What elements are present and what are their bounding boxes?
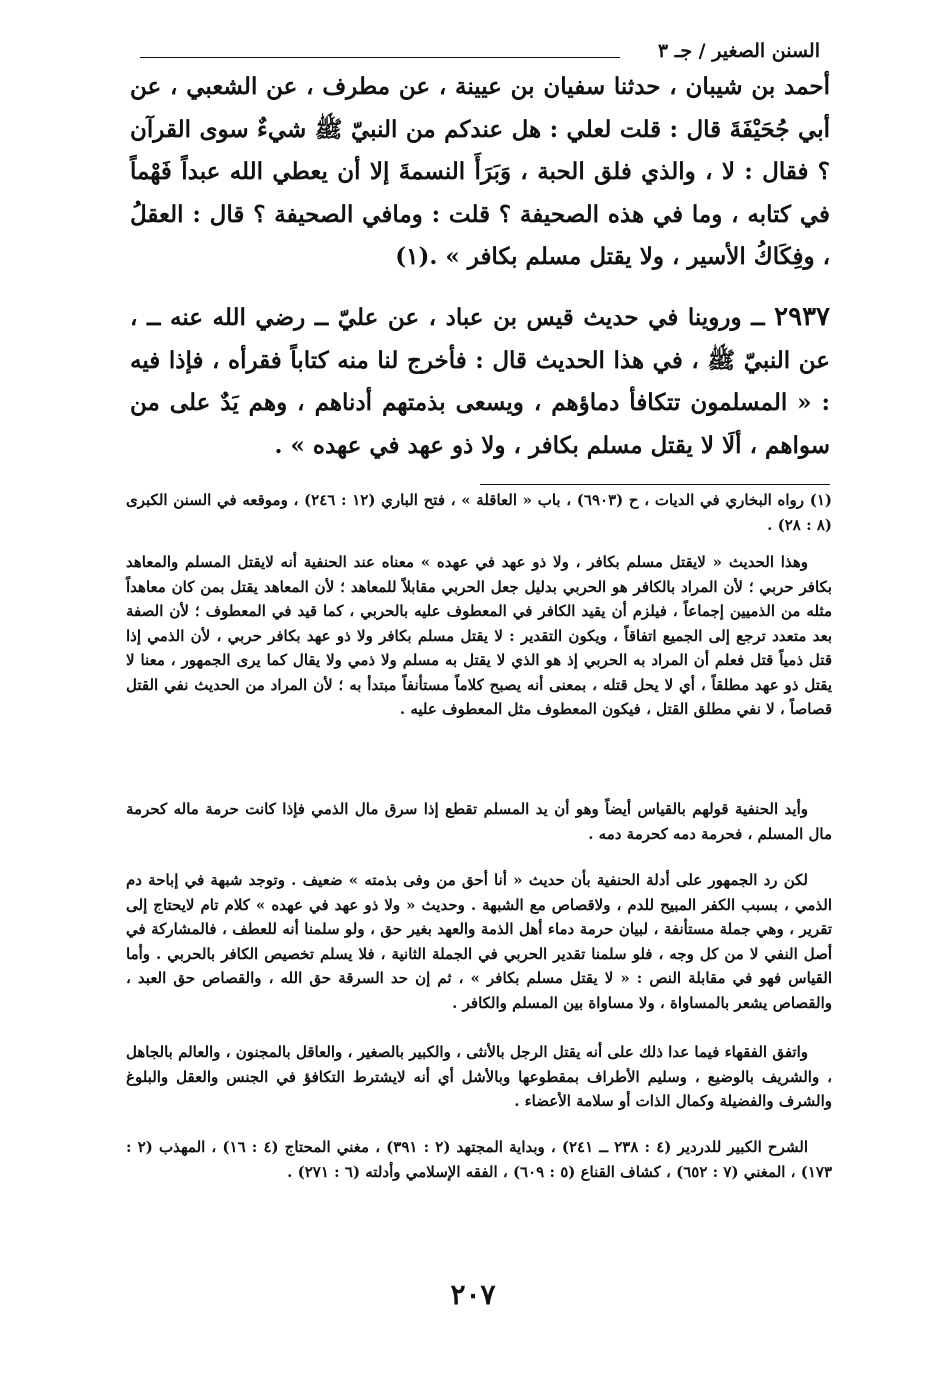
footnote-paragraph: وهذا الحديث « لايقتل مسلم بكافر ، ولا ذو عهد في عهده » معناه عند الحنفية أنه لايقتل المسلم والمعاهد بكافر حربي ؛ لأن المراد بالكافر هو الحربي بدليل جعل الحربي مقابلاً للمعاهد ؛ لأن المعاهد يقتل بمن كان معاهداً مثله من الذميين إجماعاً ، فيلزم أن يقيد الكافر في المعطوف عليه بالحربي ، كما قيد في المعطوف ؛ لأن الصفة بعد متعدد ترجع إلى الجميع اتفاقاً ، ويكون التقدير : لا يقتل مسلم بكافر ولا ذو عهد بكافر حربي ، لأن الذمي إذا قتل ذمياً قتل فعلم أن المراد به الحربي إذ هو الذي لا يقتل به مسلم ولا ذمي ولا يقال كما يرى الجمهور ، معنا لا يقتل ذو عهد مطلقاً ، أي لا يحل قتله ، بمعنى أنه يصبح كلاماً مستأنفاً مبتدأ به ؛ لأن المراد من الحديث نفي القتل قصاصاً ، لا نفي مطلق القتل ، فيكون المعطوف مثل المعطوف عليه . <box>126 553 832 718</box>
footnote-paragraph: الشرح الكبير للدردير (٤ : ٢٣٨ ــ ٢٤١) ، وبداية المجتهد (٢ : ٣٩١) ، مغني المحتاج (٤ : ١٦) ، المهذب (٢ : ١٧٣) ، المغني (٧ : ٦٥٢) ، كشاف القناع (٥ : ٦٠٩) ، الفقه الإسلامي وأدلته (٦ : ٢٧١) . <box>126 1138 832 1181</box>
footnote-commentary-agreement <box>126 1040 832 1114</box>
hadith-body: ــ وروينا في حديث قيس بن عباد ، عن عليّ ــ رضي الله عنه ــ ، عن النبيّ ﷺ ، في هذا الحديث قال : فأخرج لنا منه كتاباً فقرأه ، فإذا فيه : « المسلمون تتكافأ دماؤهم ، ويسعى بذمتهم أدناهم ، وهم يَدٌ على من سواهم ، ألَا لا يقتل مسلم بكافر ، ولا ذو عهد في عهده » . <box>130 304 830 459</box>
footnote-commentary-qiyas <box>126 797 832 846</box>
footnote-commentary-hanafi <box>126 550 832 722</box>
footnote-references <box>126 1135 832 1184</box>
footnote-paragraph: لكن رد الجمهور على أدلة الحنفية بأن حديث « أنا أحق من وفى بذمته » ضعيف . وتوجد شبهة في إباحة دم الذمي ، بسبب الكفر المبيح للدم ، ولاقصاص مع الشبهة . وحديث « ولا ذو عهد في عهده » كلام تام لايحتاج إلى تقرير ، وهي جملة مستأنفة ، لبيان حرمة دماء أهل الذمة والعهد بغير حق ، ولو سلمنا أنه للعطف ، فالمشاركة في أصل النفي لا من كل وجه ، فلو سلمنا تقدير الحربي في الجملة الثانية ، فلا يسلم تخصيص الكافر بالحربي . وأما القياس فهو في مقابلة النص : « لا يقتل مسلم بكافر » ، ثم إن حد السرقة حق الله ، والقصاص حق العبد ، والقصاص يشعر بالمساواة ، ولا مساواة بين المسلم والكافر . <box>126 871 832 1012</box>
hadith-text-continued: أحمد بن شيبان ، حدثنا سفيان بن عيينة ، عن مطرف ، عن الشعبي ، عن أبي جُحَيْفَةَ قال : قلت لعلي : هل عندكم من النبيّ ﷺ شيءٌ سوى القرآن ؟ فقال : لا ، والذي فلق الحبة ، وَبَرَأَ النسمةَ إلا أن يعطي الله عبداً فَهْماً في كتابه ، وما في هذه الصحيفة ؟ قلت : ومافي الصحيفة ؟ قال : العقلُ ، وفِكَاكُ الأسير ، ولا يقتل مسلم بكافر » .(١) <box>130 73 830 271</box>
footnote-source: (١) رواه البخاري في الديات ، ح (٦٩٠٣) ، باب « العاقلة » ، فتح الباري (١٢ : ٢٤٦) ، وموقعه في السنن الكبرى (٨ : ٢٨) . <box>126 491 832 534</box>
main-paragraph-2 <box>130 296 830 467</box>
page-number: ٢٠٧ <box>450 1278 496 1311</box>
footnote-separator <box>480 484 830 485</box>
header-title: السنن الصغير / جـ ٣ <box>657 40 820 62</box>
header-rule <box>140 57 620 58</box>
hadith-number: ٢٩٣٧ <box>774 302 831 332</box>
footnote-paragraph: وأيد الحنفية قولهم بالقياس أيضاً وهو أن يد المسلم تقطع إذا سرق مال الذمي فإذا كانت حرمة ماله كحرمة مال المسلم ، فحرمة دمه كحرمة دمه . <box>126 800 832 843</box>
main-paragraph-1 <box>130 66 830 279</box>
footnote-paragraph: واتفق الفقهاء فيما عدا ذلك على أنه يقتل الرجل بالأنثى ، والكبير بالصغير ، والعاقل بالمجنون ، والعالم بالجاهل ، والشريف بالوضيع ، وسليم الأطراف بمقطوعها وبالأشل أي أنه لايشترط التكافؤ في الجنس والعقل والبلوغ والشرف والفضيلة وكمال الذات أو سلامة الأعضاء . <box>126 1043 832 1110</box>
footnote-1 <box>126 488 832 537</box>
footnote-commentary-jumhur <box>126 868 832 1015</box>
hadith-2937-text <box>130 296 830 467</box>
